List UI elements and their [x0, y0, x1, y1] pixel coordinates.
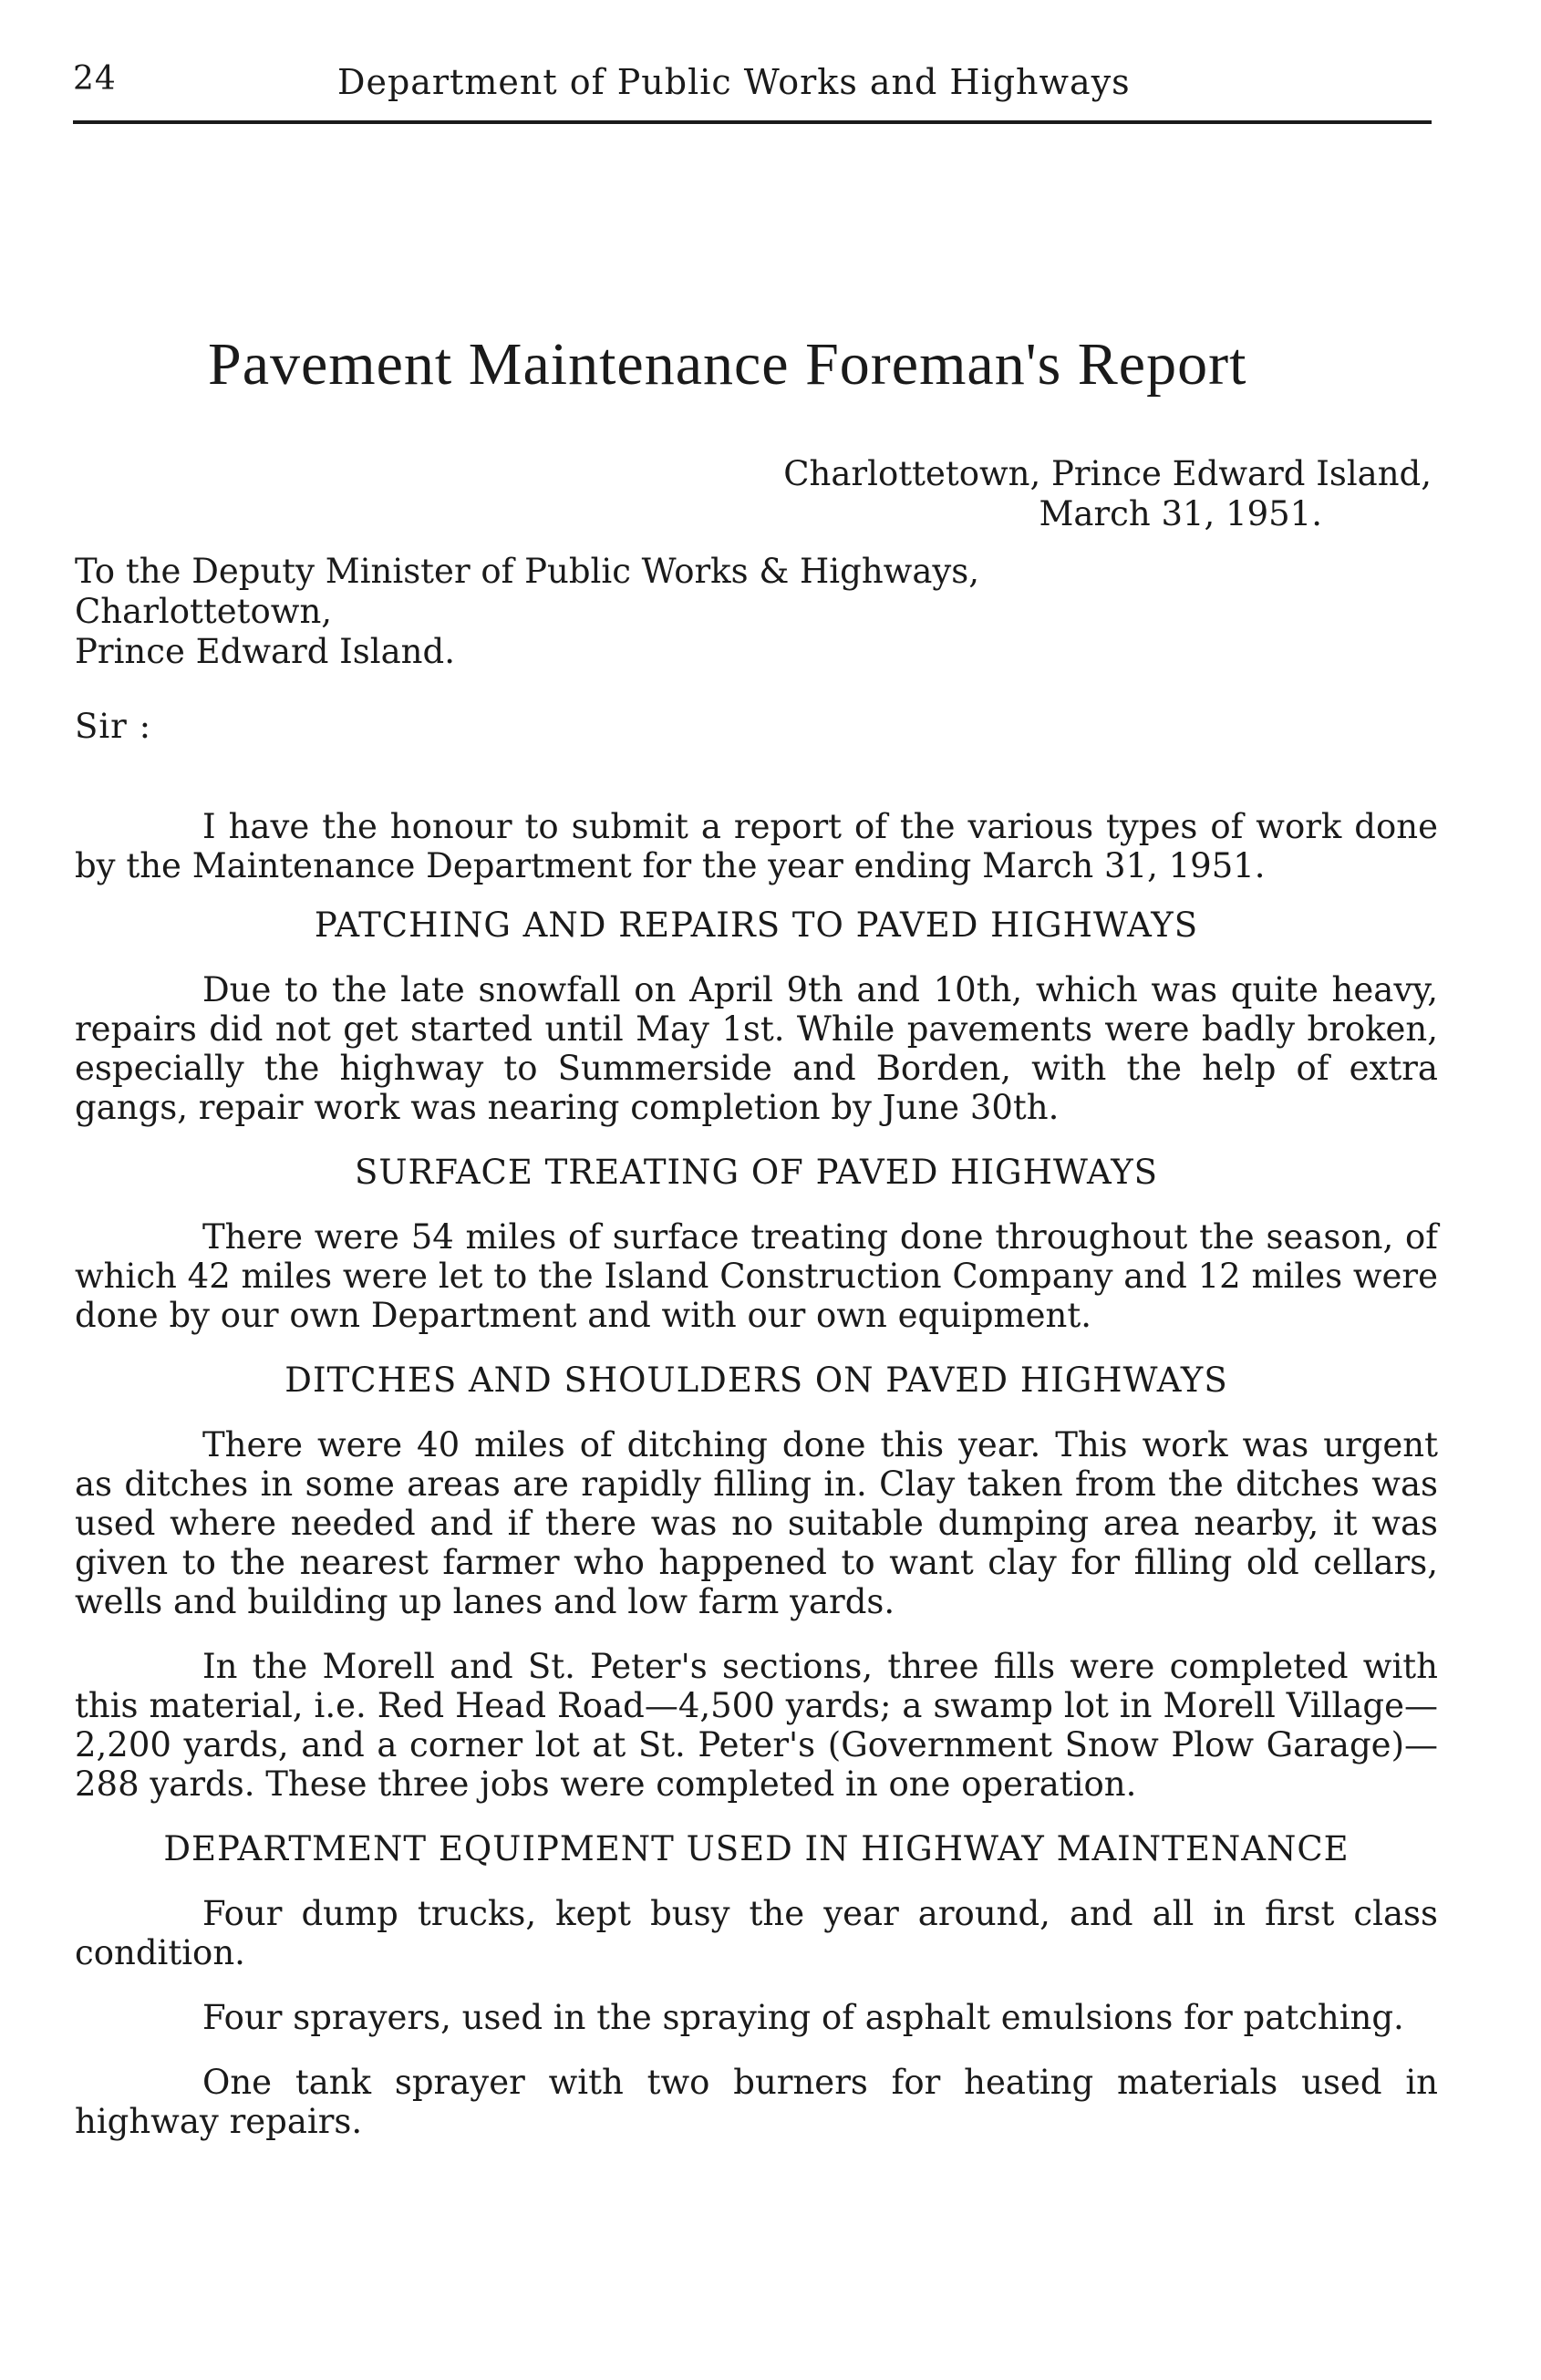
section-heading: PATCHING AND REPAIRS TO PAVED HIGHWAYS	[314, 905, 1199, 945]
address-line: To the Deputy Minister of Public Works & Highways,	[75, 552, 980, 591]
body-paragraph: One tank sprayer with two burners for heating materials used in highway repairs.	[75, 2063, 1438, 2141]
body-paragraph: There were 40 miles of ditching done this year. This work was urgent as ditches in some areas are rapidly filling in. Clay taken from the ditches was used where needed and if there was no suitable dumping area nearby, it was given to the nearest farmer who happened to want clay for filling old cellars, wells and building up lanes and low farm yards.	[75, 1425, 1438, 1621]
body-paragraph: Due to the late snowfall on April 9th and 10th, which was quite heavy, repairs did not get started until May 1st. While pavements were badly broken, especially the highway to Summerside and Borden, with the help of extra gangs, repair work was nearing completion by June 30th.	[75, 970, 1438, 1127]
page-number: 24	[73, 60, 117, 98]
dateline-date: March 31, 1951.	[1039, 494, 1322, 533]
running-head: Department of Public Works and Highways	[337, 62, 1131, 102]
body-paragraph: There were 54 miles of surface treating done throughout the season, of which 42 miles were let to the Island Construction Company and 12 miles were done by our own Department and with our own equipment.	[75, 1217, 1438, 1335]
section-heading: DITCHES AND SHOULDERS ON PAVED HIGHWAYS	[284, 1361, 1228, 1400]
section-heading: SURFACE TREATING OF PAVED HIGHWAYS	[354, 1153, 1159, 1192]
section-heading: DEPARTMENT EQUIPMENT USED IN HIGHWAY MAINTENANCE	[163, 1829, 1350, 1868]
body-paragraph: Four sprayers, used in the spraying of asphalt emulsions for patching.	[202, 1998, 1404, 2037]
page-header	[73, 53, 1432, 108]
header-rule	[73, 120, 1432, 124]
address-line: Charlottetown,	[75, 592, 333, 631]
inside-address	[75, 552, 979, 672]
report-body	[75, 807, 1438, 2167]
address-line: Prince Edward Island.	[75, 632, 455, 671]
intro-paragraph: I have the honour to submit a report of the various types of work done by the Maintenance Department for the year ending March 31, 1951.	[75, 807, 1438, 885]
salutation: Sir :	[75, 707, 152, 746]
dateline	[783, 454, 1432, 534]
dateline-place: Charlottetown, Prince Edward Island,	[783, 454, 1432, 493]
body-paragraph: Four dump trucks, kept busy the year around, and all in first class condition.	[75, 1894, 1438, 1972]
body-paragraph: In the Morell and St. Peter's sections, three fills were completed with this material, i.e. Red Head Road—4,500 yards; a swamp lot in Morell Village—2,200 yards, and a corner lot at St. Peter's (Government Snow Plow Garage)—288 yards. These three jobs were completed in one operation.	[75, 1647, 1438, 1804]
report-title: Pavement Maintenance Foreman's Report	[208, 331, 1247, 398]
